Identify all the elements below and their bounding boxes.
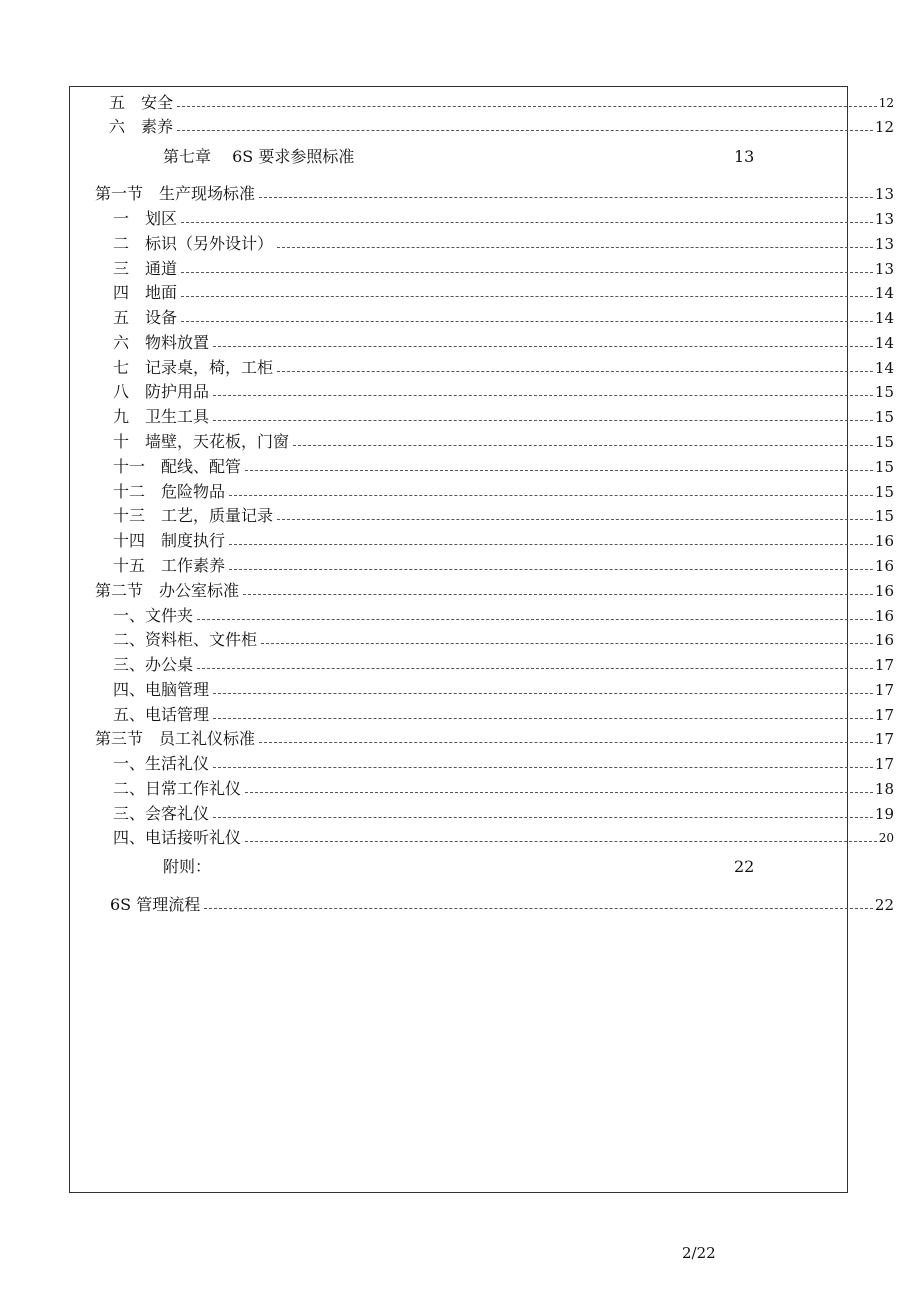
toc-entry-label: 四、电话接听礼仪 xyxy=(113,828,242,847)
toc-entry-label: 五 设备 xyxy=(113,308,178,327)
toc-leader xyxy=(213,420,873,421)
toc-leader xyxy=(181,296,873,297)
toc-entry[interactable] xyxy=(113,279,894,303)
toc-entry-label: 九 卫生工具 xyxy=(113,407,210,426)
toc-entry-page: 15 xyxy=(874,507,894,525)
toc-leader xyxy=(213,693,873,694)
toc-entry-label: 十 墙壁，天花板，门窗 xyxy=(113,432,290,451)
toc-entry[interactable] xyxy=(113,230,894,254)
toc-entry[interactable] xyxy=(113,403,894,427)
toc-entry[interactable] xyxy=(113,378,894,402)
toc-leader xyxy=(229,495,873,496)
toc-entry[interactable] xyxy=(113,552,894,576)
toc-entry-page: 15 xyxy=(874,408,894,426)
toc-entry-page: 14 xyxy=(874,359,894,377)
appendix-heading[interactable]: 附则： xyxy=(163,857,212,876)
toc-entry[interactable] xyxy=(113,255,894,279)
toc-entry-label: 一、生活礼仪 xyxy=(113,754,210,773)
toc-entry-page: 16 xyxy=(874,607,894,625)
toc-entry-label: 四 地面 xyxy=(113,283,178,302)
toc-leader xyxy=(245,792,873,793)
toc-entry[interactable] xyxy=(113,527,894,551)
toc-entry-label: 六 物料放置 xyxy=(113,333,210,352)
toc-entry[interactable] xyxy=(113,800,894,824)
toc-entry-page: 13 xyxy=(874,210,894,228)
toc-entry-page: 22 xyxy=(874,896,894,914)
toc-entry[interactable] xyxy=(109,89,894,113)
toc-leader xyxy=(197,619,873,620)
toc-leader xyxy=(229,569,873,570)
toc-entry-page: 15 xyxy=(874,483,894,501)
toc-leader xyxy=(277,247,873,248)
toc-entry-page: 15 xyxy=(874,383,894,401)
toc-entry[interactable] xyxy=(113,626,894,650)
toc-entry-label: 第一节 生产现场标准 xyxy=(95,184,256,203)
toc-entry-label: 十四 制度执行 xyxy=(113,531,226,550)
toc-entry-label: 二、资料柜、文件柜 xyxy=(113,630,258,649)
toc-entry-label: 五 安全 xyxy=(109,93,174,112)
toc-entry-page: 18 xyxy=(874,780,894,798)
toc-entry-label: 八 防护用品 xyxy=(113,382,210,401)
toc-entry-label: 三、会客礼仪 xyxy=(113,804,210,823)
toc-entry-page: 13 xyxy=(874,185,894,203)
toc-leader xyxy=(261,643,873,644)
toc-entry-label: 十一 配线、配管 xyxy=(113,457,242,476)
toc-entry-label: 二 标识（另外设计） xyxy=(113,234,274,253)
toc-leader xyxy=(197,668,873,669)
toc-leader xyxy=(243,594,873,595)
toc-entry-label: 一 划区 xyxy=(113,209,178,228)
toc-entry-label: 十二 危险物品 xyxy=(113,482,226,501)
toc-entry[interactable] xyxy=(113,502,894,526)
toc-leader xyxy=(213,718,873,719)
toc-leader xyxy=(259,197,873,198)
toc-leader xyxy=(213,767,873,768)
toc-entry-page: 19 xyxy=(874,805,894,823)
toc-entry[interactable] xyxy=(113,824,894,848)
chapter-heading-page: 13 xyxy=(734,147,755,166)
toc-entry-page: 20 xyxy=(878,831,894,845)
toc-leader xyxy=(177,130,873,131)
toc-entry-page: 14 xyxy=(874,309,894,327)
toc-leader xyxy=(181,321,873,322)
toc-entry-label: 五、电话管理 xyxy=(113,705,210,724)
toc-entry-label: 三、办公桌 xyxy=(113,655,194,674)
toc-entry-label: 6S 管理流程 xyxy=(110,895,201,914)
toc-entry-label: 二、日常工作礼仪 xyxy=(113,779,242,798)
toc-entry[interactable] xyxy=(113,478,894,502)
toc-entry-page: 16 xyxy=(874,532,894,550)
toc-leader xyxy=(213,817,873,818)
toc-entry-label: 三 通道 xyxy=(113,259,178,278)
toc-entry[interactable] xyxy=(110,891,894,915)
toc-entry-label: 一、文件夹 xyxy=(113,606,194,625)
toc-entry-page: 16 xyxy=(874,631,894,649)
toc-entry-page: 14 xyxy=(874,334,894,352)
toc-entry-page: 13 xyxy=(874,260,894,278)
toc-entry[interactable] xyxy=(113,676,894,700)
toc-entry-page: 17 xyxy=(874,681,894,699)
toc-entry[interactable] xyxy=(113,329,894,353)
toc-entry[interactable] xyxy=(113,453,894,477)
toc-entry[interactable] xyxy=(113,354,894,378)
toc-entry-page: 17 xyxy=(874,730,894,748)
toc-entry-label: 四、电脑管理 xyxy=(113,680,210,699)
toc-entry-label: 十五 工作素养 xyxy=(113,556,226,575)
toc-entry-page: 12 xyxy=(878,96,894,110)
toc-entry-page: 16 xyxy=(874,557,894,575)
toc-entry-label: 十三 工艺，质量记录 xyxy=(113,506,274,525)
toc-entry-label: 七 记录桌，椅，工柜 xyxy=(113,358,274,377)
toc-entry-page: 15 xyxy=(874,458,894,476)
toc-entry[interactable] xyxy=(113,304,894,328)
toc-leader xyxy=(181,222,873,223)
toc-entry[interactable] xyxy=(113,428,894,452)
toc-leader xyxy=(245,841,877,842)
toc-entry-label: 第三节 员工礼仪标准 xyxy=(95,729,256,748)
toc-entry[interactable] xyxy=(113,750,894,774)
toc-entry-page: 16 xyxy=(874,582,894,600)
toc-entry[interactable] xyxy=(109,113,894,137)
toc-entry[interactable] xyxy=(95,180,894,204)
toc-entry-page: 12 xyxy=(874,118,894,136)
toc-entry-label: 六 素养 xyxy=(109,117,174,136)
toc-entry-label: 第二节 办公室标准 xyxy=(95,581,240,600)
toc-leader xyxy=(277,519,873,520)
toc-entry[interactable] xyxy=(113,651,894,675)
toc-entry-page: 17 xyxy=(874,656,894,674)
toc-entry[interactable] xyxy=(113,701,894,725)
toc-leader xyxy=(259,742,873,743)
toc-leader xyxy=(277,371,873,372)
toc-entry-page: 17 xyxy=(874,706,894,724)
toc-entry[interactable] xyxy=(95,725,894,749)
toc-leader xyxy=(245,470,873,471)
toc-leader xyxy=(213,346,873,347)
page-number: 2/22 xyxy=(682,1244,716,1262)
toc-entry[interactable] xyxy=(113,602,894,626)
toc-entry-page: 13 xyxy=(874,235,894,253)
toc-leader xyxy=(229,544,873,545)
toc-leader xyxy=(293,445,873,446)
toc-leader xyxy=(181,272,873,273)
toc-leader xyxy=(204,908,873,909)
toc-entry-page: 15 xyxy=(874,433,894,451)
toc-entry[interactable] xyxy=(113,775,894,799)
toc-entry-page: 14 xyxy=(874,284,894,302)
toc-leader xyxy=(177,106,877,107)
toc-entry[interactable] xyxy=(113,205,894,229)
appendix-heading-page: 22 xyxy=(734,857,755,876)
toc-entry[interactable] xyxy=(95,577,894,601)
toc-entry-page: 17 xyxy=(874,755,894,773)
chapter-heading[interactable]: 第七章 6S 要求参照标准 xyxy=(163,147,355,166)
toc-leader xyxy=(213,395,873,396)
